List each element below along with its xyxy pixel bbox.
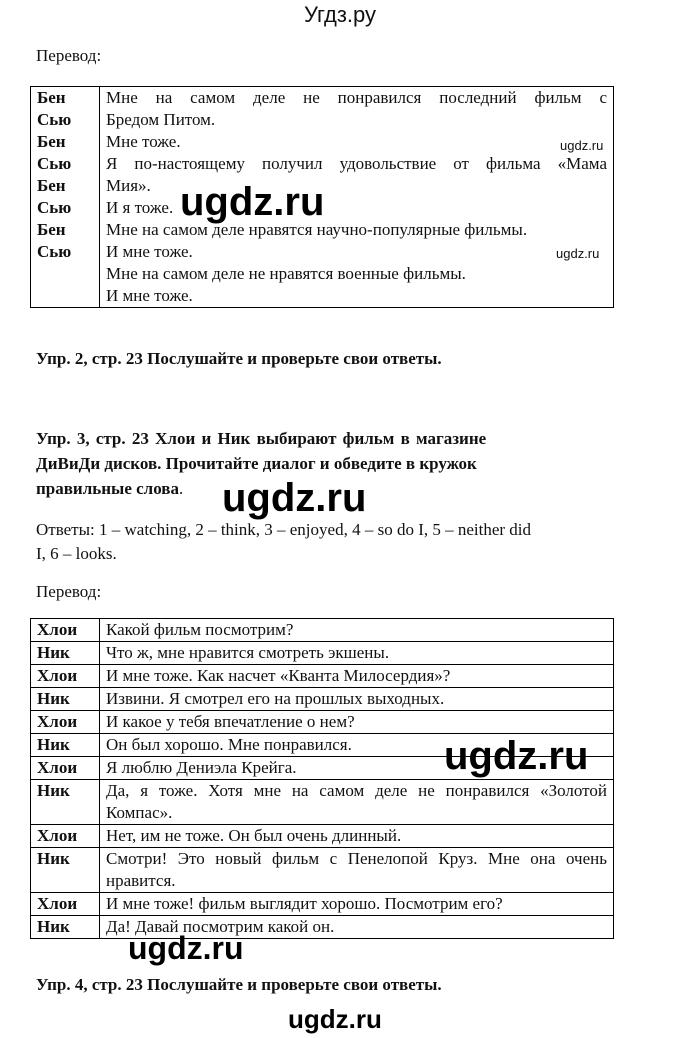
watermark-big: ugdz.ru xyxy=(128,930,244,966)
dialogue-line: Мне на самом деле не нравятся военные фильмы. xyxy=(106,264,466,283)
speaker-name xyxy=(31,263,100,285)
dialogue-line: Да! Давай посмотрим какой он. xyxy=(100,916,614,939)
translation-label: Перевод: xyxy=(36,46,102,65)
dialogue-line: И мне тоже. Как насчет «Кванта Милосердия»? xyxy=(100,665,614,688)
speaker-name: Хлои xyxy=(31,619,100,642)
speaker-name: Хлои xyxy=(31,893,100,916)
watermark-big: ugdz.ru xyxy=(444,734,589,778)
speaker-name: Бен xyxy=(31,219,100,241)
speaker-name: Сью xyxy=(31,241,100,263)
table-row xyxy=(31,87,614,110)
exercise-3-line1: Упр. 3, стр. 23 Хлои и Ник выбирают фильм в магазине xyxy=(36,429,487,448)
table-row xyxy=(31,131,614,153)
table-row xyxy=(31,916,614,939)
exercise-2-heading: Упр. 2, стр. 23 Послушайте и проверьте свои ответы. xyxy=(36,349,442,368)
watermark-small: ugdz.ru xyxy=(560,138,604,153)
table-row xyxy=(31,642,614,665)
speaker-name: Бен xyxy=(31,87,100,110)
speaker-name: Бен xyxy=(31,175,100,197)
watermark-small: ugdz.ru xyxy=(556,246,600,261)
table-row xyxy=(31,711,614,734)
dialogue-line: И я тоже. xyxy=(106,198,174,217)
dialogue-line: Мне на самом деле нравятся научно-популярные фильмы. xyxy=(106,220,528,239)
dialogue-line: И какое у тебя впечатление о нем? xyxy=(100,711,614,734)
table-row xyxy=(31,780,614,825)
dialogue-line: Смотри! Это новый фильм с Пенелопой Круз. Мне она очень нравится. xyxy=(100,848,614,893)
speaker-name: Ник xyxy=(31,780,100,825)
dialogue-line: Нет, им не тоже. Он был очень длинный. xyxy=(100,825,614,848)
table-row xyxy=(31,825,614,848)
table-row xyxy=(31,285,614,308)
speaker-name: Сью xyxy=(31,109,100,131)
table-row xyxy=(31,619,614,642)
dialogue-line: Он был хорошо. Мне понравился. xyxy=(100,734,614,757)
speaker-name: Ник xyxy=(31,848,100,893)
exercise-3-line2: ДиВиДи дисков. Прочитайте диалог и обведите в кружок xyxy=(36,454,477,473)
speaker-name: Сью xyxy=(31,153,100,175)
speaker-name xyxy=(31,285,100,308)
speaker-name: Ник xyxy=(31,642,100,665)
table-row xyxy=(31,109,614,131)
watermark-big: ugdz.ru xyxy=(180,180,325,224)
table-row xyxy=(31,688,614,711)
table-row xyxy=(31,241,614,263)
speaker-name: Ник xyxy=(31,688,100,711)
dialogue-line: И мне тоже! фильм выглядит хорошо. Посмотрим его? xyxy=(100,893,614,916)
watermark-big: ugdz.ru xyxy=(222,476,367,520)
dialogue-line: Да, я тоже. Хотя мне на самом деле не понравился «Золотой Компас». xyxy=(100,780,614,825)
answers xyxy=(36,518,616,566)
speaker-name: Ник xyxy=(31,734,100,757)
speaker-name: Ник xyxy=(31,916,100,939)
dialogue-line: Какой фильм посмотрим? xyxy=(100,619,614,642)
table-row xyxy=(31,848,614,893)
dialogue-line: Мне на самом деле не понравился последний фильм с xyxy=(106,88,607,107)
table-row xyxy=(31,665,614,688)
dialogue-line: И мне тоже. xyxy=(106,242,193,261)
dialogue-line: Я по-настоящему получил удовольствие от фильма «Мама xyxy=(106,154,607,173)
table-row xyxy=(31,263,614,285)
dialogue-line: И мне тоже. xyxy=(106,286,193,305)
table-row xyxy=(31,893,614,916)
speaker-name: Хлои xyxy=(31,711,100,734)
speaker-name: Хлои xyxy=(31,825,100,848)
dialogue-line: Мия». xyxy=(106,176,151,195)
speaker-name: Бен xyxy=(31,131,100,153)
answers-line1: Ответы: 1 – watching, 2 – think, 3 – enjoyed, 4 – so do I, 5 – neither did xyxy=(36,520,532,539)
speaker-name: Хлои xyxy=(31,757,100,780)
table-row xyxy=(31,153,614,175)
dialogue-line: Мне тоже. xyxy=(106,132,181,151)
watermark-footer: ugdz.ru xyxy=(288,1004,382,1034)
dialogue-line: Извини. Я смотрел его на прошлых выходных. xyxy=(100,688,614,711)
translation-label-2: Перевод: xyxy=(36,582,102,601)
site-title: Угдз.ру xyxy=(303,2,377,27)
dialogue-line: Что ж, мне нравится смотреть экшены. xyxy=(100,642,614,665)
exercise-3-line3-end: . xyxy=(178,479,184,498)
speaker-name: Хлои xyxy=(31,665,100,688)
exercise-4-heading: Упр. 4, стр. 23 Послушайте и проверьте свои ответы. xyxy=(36,975,442,994)
exercise-3-line3: правильные слова xyxy=(36,479,179,498)
dialogue-line: Я люблю Дениэла Крейга. xyxy=(100,757,614,780)
answers-line2: I, 6 – looks. xyxy=(36,544,117,563)
speaker-name: Сью xyxy=(31,197,100,219)
dialogue-line: Бредом Питом. xyxy=(106,110,216,129)
